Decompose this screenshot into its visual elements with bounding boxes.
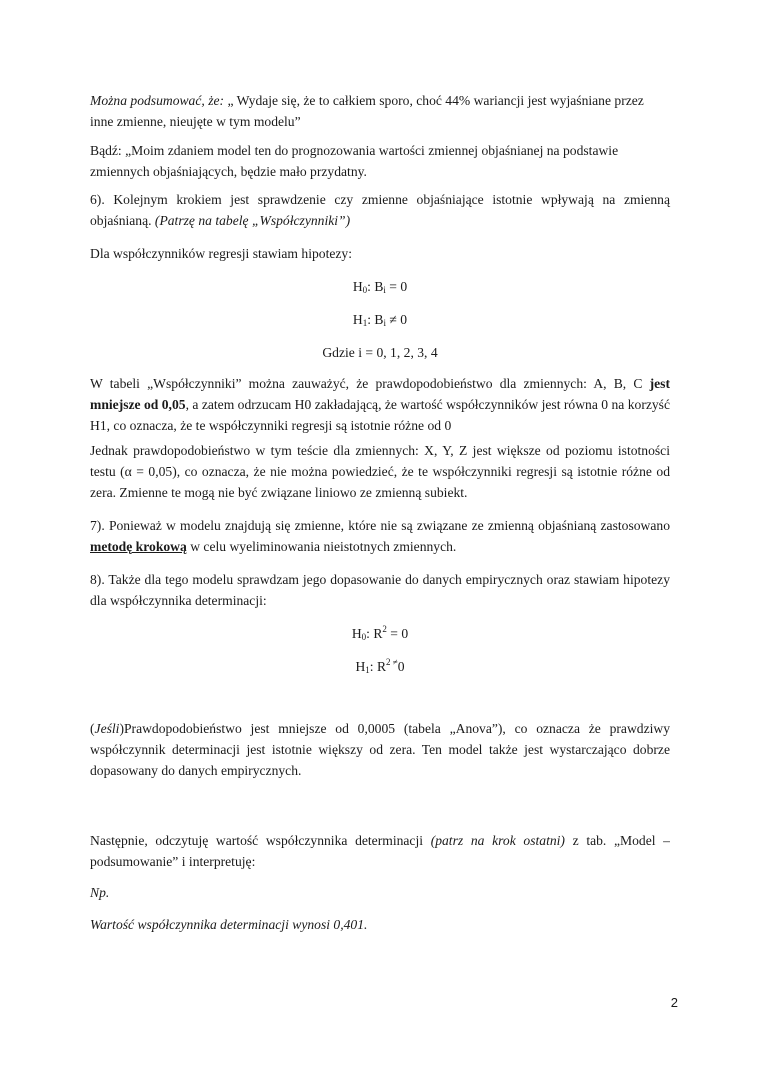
coef-sig-text-b: , a zatem odrzucam H0 zakładającą, że wartość współczynników jest równa 0 na korzyść H1, co oznacza, że te współczynniki regresji są istotnie różne od 0: [90, 397, 671, 433]
paragraph-coefficients-insignificant: [90, 440, 670, 503]
h0-r2-subscript: 0: [361, 632, 367, 642]
paragraph-summary: [90, 90, 670, 132]
summary-text: „ Wydaje się, że to całkiem sporo, choć 44% wariancji jest wyjaśniane przez inne zmienne, nieujęte w tym modelu”: [90, 93, 644, 129]
step-7-text-a: 7). Ponieważ w modelu znajdują się zmienne, które nie są związane ze zmienną objaśnianą zastosowano: [90, 518, 670, 533]
anova-open-paren: (: [90, 721, 95, 736]
h0-r2-value: = 0: [386, 626, 409, 641]
alternative-text: Bądź: „Moim zdaniem model ten do prognozowania wartości zmiennej objaśnianej na podstawie zmiennych objaśniających, będzie mało przydatny.: [90, 143, 619, 179]
paragraph-read-r2: [90, 830, 670, 872]
h1-r2-subscript: 1: [365, 665, 370, 675]
hypothesis-h1-bi: [90, 309, 670, 330]
h0-symbol: H: [352, 279, 363, 294]
coef-insig-text: Jednak prawdopodobieństwo w tym teście dla zmiennych: X, Y, Z jest większe od poziomu istotności testu (α = 0,05), co oznacza, że nie można powiedzieć, że te współczynniki regresji są istotnie różne od zera. Zmienne te mogą nie być związane liniowo ze zmienną subiekt.: [90, 443, 670, 500]
h1-coef: : B: [367, 312, 384, 327]
step-6-text: 6). Kolejnym krokiem jest sprawdzenie czy zmienne objaśniające istotnie wpływają na zmienną objaśnianą.: [90, 192, 670, 228]
h0-coef: : B: [367, 279, 384, 294]
hypothesis-index-range: [90, 342, 670, 363]
h1-coef-subscript: i: [383, 318, 387, 328]
h0-r2-superscript: 2: [382, 624, 387, 634]
anova-text: )Prawdopodobieństwo jest mniejsze od 0,0005 (tabela „Anova”), co oznacza że prawdziwy współczynnik determinacji jest istotnie większy od zera. Ten model także jest wystarczająco dobrze dopasowany do danych empirycznych.: [90, 721, 670, 778]
summary-lead: Można podsumować, że:: [90, 93, 225, 108]
hypotheses-intro-text: Dla współczynników regresji stawiam hipotezy:: [90, 246, 352, 261]
hypothesis-h0-r2: [90, 623, 670, 644]
step-6-note: (Patrzę na tabelę „Współczynniki”): [151, 213, 351, 228]
coef-sig-text-a: W tabeli „Współczynniki” można zauważyć, że prawdopodobieństwo dla zmiennych: A, B, C: [90, 376, 650, 391]
h0-value: = 0: [385, 279, 408, 294]
h0-r2-symbol: H: [351, 626, 362, 641]
paragraph-alternative: [90, 140, 670, 182]
h1-r2-value: 0: [397, 659, 405, 674]
read-r2-text-a: Następnie, odczytuję wartość współczynnika determinacji: [90, 833, 431, 848]
example-label-text: Np.: [90, 885, 110, 900]
paragraph-anova-result: [90, 718, 670, 781]
h1-value: ≠ 0: [386, 312, 408, 327]
step-8-text: 8). Także dla tego modelu sprawdzam jego dopasowanie do danych empirycznych oraz stawiam hipotezy dla współczynnika determinacji:: [90, 572, 670, 608]
h0-coef-subscript: i: [383, 285, 386, 295]
paragraph-hypotheses-intro: [90, 243, 670, 264]
coef-sig-bold: jest mniejsze od 0,05: [90, 376, 670, 412]
index-range-text: Gdzie i = 0, 1, 2, 3, 4: [322, 345, 438, 360]
h0-subscript: 0: [362, 285, 368, 295]
h0-r2-coef: : R: [366, 626, 383, 641]
read-r2-text-b: z tab. „Model – podsumowanie” i interpretuję:: [90, 833, 670, 869]
hypothesis-h1-r2: [90, 656, 670, 677]
anova-conditional: Jeśli: [94, 721, 120, 736]
h1-r2-coef: : R: [369, 659, 387, 674]
h1-r2-symbol: H: [355, 659, 366, 674]
step-7-text-b: w celu wyeliminowania nieistotnych zmiennych.: [186, 539, 457, 554]
hypothesis-h0-bi: [90, 276, 670, 297]
paragraph-step-8: [90, 569, 670, 611]
h1-subscript: 1: [362, 318, 368, 328]
paragraph-step-6: [90, 189, 670, 231]
stepwise-method-term: metodę krokową: [90, 539, 187, 554]
paragraph-example-label: [90, 882, 670, 903]
h1-r2-superscript: 2 ≠: [386, 657, 398, 667]
r2-value-text: Wartość współczynnika determinacji wynosi 0,401.: [90, 917, 368, 932]
paragraph-r2-value: [90, 914, 670, 935]
paragraph-coefficients-significant: [90, 373, 670, 436]
paragraph-step-7: [90, 515, 670, 557]
h1-symbol: H: [352, 312, 363, 327]
page-number: 2: [670, 995, 678, 1010]
read-r2-italic: (patrz na krok ostatni): [430, 833, 565, 848]
